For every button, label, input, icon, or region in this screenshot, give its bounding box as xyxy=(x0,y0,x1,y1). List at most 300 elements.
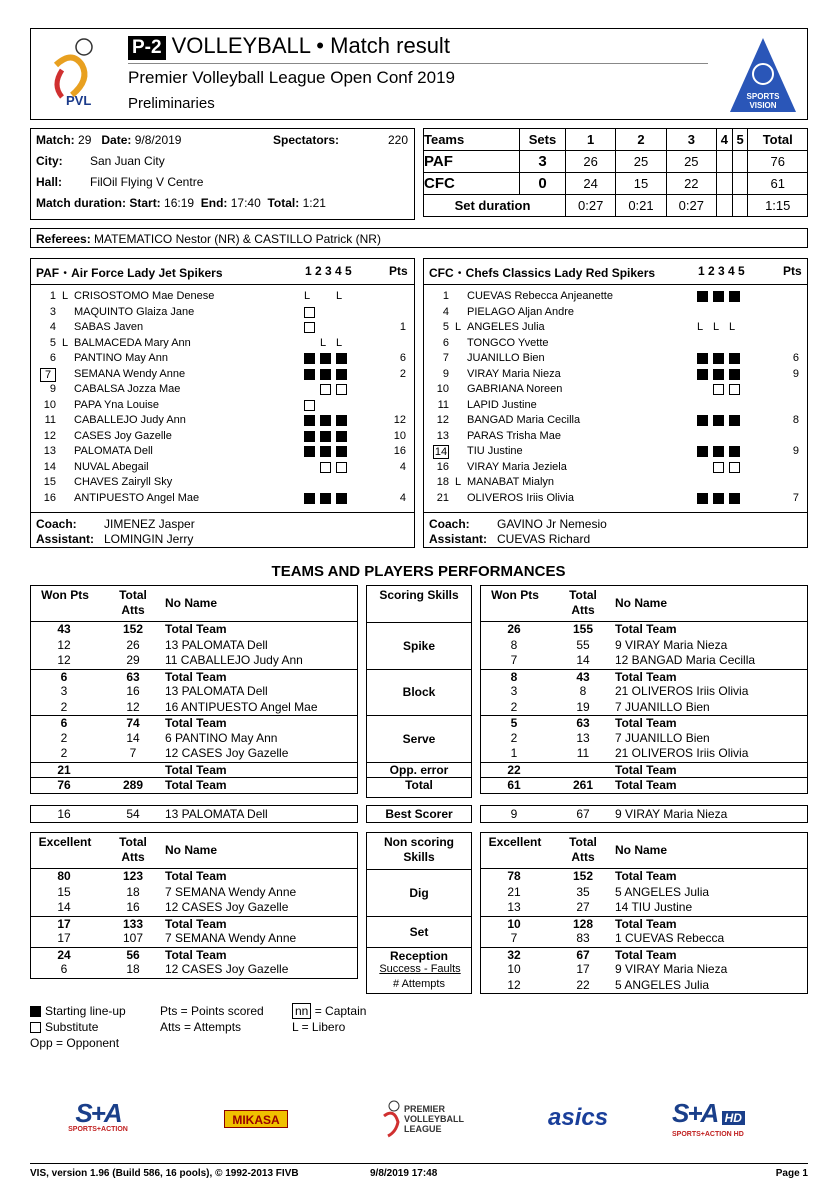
cell-won: 21 xyxy=(507,884,521,899)
pvl-logo-text: PVL xyxy=(66,93,92,108)
cell-atts: 22 xyxy=(576,977,590,992)
cell-name: 14 TIU Justine xyxy=(615,900,693,914)
col-header: Excellent xyxy=(488,835,542,849)
player-number: 15 xyxy=(43,476,56,488)
substitute-square-icon xyxy=(320,384,331,395)
starting-square-icon xyxy=(336,353,347,364)
best-scorer-row xyxy=(480,805,808,823)
sportsvision-logo-text: SPORTS VISION xyxy=(746,92,780,110)
table-row xyxy=(481,638,807,654)
legend-captain: nn = Captain xyxy=(292,1004,366,1018)
col-header: No Name xyxy=(165,596,218,610)
footer xyxy=(30,1163,808,1179)
cell-name: Total Team xyxy=(165,916,227,931)
player-number: 14 xyxy=(43,460,56,473)
table-row xyxy=(481,962,807,978)
substitute-square-icon xyxy=(304,322,315,333)
cell-won: 9 xyxy=(510,807,518,821)
cell-name: 1 CUEVAS Rebecca xyxy=(615,931,725,945)
player-name: PIELAGO Aljan Andre xyxy=(467,305,575,318)
cell-name: Total Team xyxy=(615,947,677,962)
starting-square-icon xyxy=(713,353,724,364)
starting-square-icon xyxy=(729,353,740,364)
cell-name: Total Team xyxy=(165,947,227,962)
cell-atts: 74 xyxy=(126,716,140,730)
player-name: ANGELES Julia xyxy=(467,321,545,333)
cell-atts: 29 xyxy=(126,653,140,667)
player-points: 16 xyxy=(393,445,406,457)
cell-atts: 56 xyxy=(126,947,140,962)
libero-mark: L xyxy=(713,321,720,333)
player-name: CABALLEJO Judy Ann xyxy=(74,414,186,426)
cell-name: 13 PALOMATA Dell xyxy=(165,807,268,821)
player-number: 4 xyxy=(442,305,449,318)
starting-square-icon xyxy=(697,369,708,380)
player-name: JUANILLO Bien xyxy=(467,352,545,364)
col-header: No Name xyxy=(615,843,668,857)
paf-sets-header: 1 2 3 4 5 xyxy=(305,264,352,278)
score-header-row: Teams Sets 1 2 3 4 5 Total xyxy=(424,129,808,151)
perf-table xyxy=(480,585,808,794)
duration-line: Match duration: Start: 16:19 End: 17:40 Total: 1:21 xyxy=(36,196,326,210)
player-number: 5 xyxy=(49,336,56,349)
cell-atts: 13 xyxy=(576,730,590,745)
best-scorer-row xyxy=(30,805,358,823)
cell-won: 80 xyxy=(57,869,71,883)
legend-start: Starting line-up xyxy=(30,1004,126,1018)
table-row xyxy=(481,669,807,685)
table-row xyxy=(31,746,357,762)
paf-coach-rule xyxy=(30,512,415,513)
city-value: San Juan City xyxy=(90,154,165,168)
cell-name: Total Team xyxy=(615,762,677,777)
skill-column xyxy=(366,585,472,798)
player-points: 2 xyxy=(399,367,406,380)
cell-atts: 14 xyxy=(576,653,590,667)
footer-version: VIS, version 1.96 (Build 586, 16 pools), © 1992-2013 FIVB xyxy=(30,1168,299,1179)
table-row xyxy=(481,653,807,669)
cell-name: Total Team xyxy=(615,869,677,883)
libero-mark: L xyxy=(729,321,736,333)
table-row xyxy=(481,700,807,716)
table-row xyxy=(481,622,807,638)
table-row xyxy=(31,731,357,747)
cell-atts: 27 xyxy=(576,900,590,914)
cell-won: 17 xyxy=(57,916,71,931)
starting-square-icon xyxy=(336,415,347,426)
player-number: 5 xyxy=(442,321,449,333)
sportsvision-logo xyxy=(728,36,798,116)
cell-atts: 67 xyxy=(576,947,590,962)
cell-won: 2 xyxy=(60,699,68,714)
player-points: 10 xyxy=(393,429,406,442)
starting-square-icon xyxy=(697,353,708,364)
table-row xyxy=(31,885,357,901)
cell-won: 16 xyxy=(57,807,71,821)
table-row xyxy=(481,777,807,793)
cell-atts: 128 xyxy=(572,916,594,931)
cell-name: 5 ANGELES Julia xyxy=(615,977,710,992)
libero-mark: L xyxy=(336,336,343,349)
player-number: 12 xyxy=(43,429,56,442)
player-number: 9 xyxy=(442,367,449,380)
cell-won: 1 xyxy=(510,746,518,760)
table-row xyxy=(481,947,807,963)
libero-flag: L xyxy=(455,321,462,333)
cell-name: 11 CABALLEJO Judy Ann xyxy=(165,653,303,667)
cell-won: 8 xyxy=(510,637,518,652)
cell-won: 43 xyxy=(57,622,71,636)
cell-won: 24 xyxy=(57,947,71,962)
cell-won: 17 xyxy=(57,931,71,945)
starting-square-icon xyxy=(336,431,347,442)
player-number: 7 xyxy=(40,368,56,382)
player-number: 3 xyxy=(49,305,56,318)
cfc-pts-header: Pts xyxy=(783,264,802,278)
cell-won: 12 xyxy=(507,977,521,992)
paf-team-title: PAF・Air Force Lady Jet Spikers xyxy=(36,266,223,280)
starting-square-icon xyxy=(304,353,315,364)
competition-name: Premier Volleyball League Open Conf 2019 xyxy=(128,68,455,87)
spectators-label: Spectators: xyxy=(273,133,340,147)
cell-name: 13 PALOMATA Dell xyxy=(165,684,268,698)
cfc-team-title: CFC・Chefs Classics Lady Red Spikers xyxy=(429,266,656,280)
skill-column xyxy=(366,832,472,994)
player-number: 10 xyxy=(436,383,449,395)
player-name: PARAS Trisha Mae xyxy=(467,429,561,442)
player-points: 9 xyxy=(792,445,799,457)
starting-square-icon xyxy=(697,446,708,457)
cell-atts: 7 xyxy=(129,746,137,760)
table-row xyxy=(31,962,357,978)
city-line: City: xyxy=(36,154,63,168)
table-row xyxy=(481,684,807,700)
starting-square-icon xyxy=(320,353,331,364)
table-row xyxy=(481,931,807,947)
player-name: CUEVAS Rebecca Anjeanette xyxy=(467,290,613,302)
player-name: PALOMATA Dell xyxy=(74,445,153,457)
starting-square-icon xyxy=(697,493,708,504)
player-number: 16 xyxy=(436,460,449,473)
cell-name: Total Team xyxy=(165,762,227,777)
player-number: 13 xyxy=(43,445,56,457)
player-name: BANGAD Maria Cecilla xyxy=(467,414,581,426)
col-header: No Name xyxy=(165,843,218,857)
table-row xyxy=(481,916,807,932)
player-name: PANTINO May Ann xyxy=(74,352,168,364)
table-row xyxy=(481,762,807,778)
footer-page: Page 1 xyxy=(775,1168,808,1179)
skill-label: Reception xyxy=(367,947,471,995)
paf-coach: Coach: xyxy=(36,517,77,531)
player-name: CASES Joy Gazelle xyxy=(74,429,172,442)
player-number: 4 xyxy=(49,321,56,333)
cell-name: 6 PANTINO May Ann xyxy=(165,730,278,745)
col-header: Total Atts xyxy=(569,588,597,617)
cell-name: Total Team xyxy=(615,716,677,730)
player-number: 6 xyxy=(442,336,449,349)
perf-table-body xyxy=(481,622,807,793)
cell-won: 2 xyxy=(510,699,518,714)
cell-won: 6 xyxy=(60,716,68,730)
table-row xyxy=(481,746,807,762)
player-name: CRISOSTOMO Mae Denese xyxy=(74,290,215,302)
cell-atts: 261 xyxy=(572,778,594,792)
cell-atts: 12 xyxy=(126,699,140,714)
table-row xyxy=(31,916,357,932)
cell-atts: 43 xyxy=(576,669,590,684)
substitute-square-icon xyxy=(729,384,740,395)
cfc-assistant: Assistant: xyxy=(429,532,488,546)
cell-name: Total Team xyxy=(615,916,677,931)
cell-atts: 289 xyxy=(122,778,144,792)
cell-won: 12 xyxy=(57,653,71,667)
player-points: 1 xyxy=(399,321,406,333)
player-name: GABRIANA Noreen xyxy=(467,383,563,395)
cell-name: 9 VIRAY Maria Nieza xyxy=(615,637,728,652)
cell-won: 22 xyxy=(507,762,521,777)
cell-name: 12 CASES Joy Gazelle xyxy=(165,746,289,760)
cell-name: 7 JUANILLO Bien xyxy=(615,699,710,714)
perf-table-header xyxy=(481,833,807,869)
perf-table xyxy=(30,832,358,979)
cell-atts: 155 xyxy=(572,622,594,636)
skill-label: Spike xyxy=(367,622,471,669)
col-header: Won Pts xyxy=(41,588,89,602)
cell-won: 6 xyxy=(60,962,68,976)
libero-flag: L xyxy=(62,336,69,349)
col-header: Total Atts xyxy=(119,588,147,617)
player-points: 8 xyxy=(792,414,799,426)
cell-atts: 19 xyxy=(576,699,590,714)
title-rule xyxy=(128,63,708,64)
cell-won: 12 xyxy=(57,637,71,652)
starting-square-icon xyxy=(729,446,740,457)
starting-square-icon xyxy=(729,493,740,504)
player-points: 7 xyxy=(792,491,799,504)
libero-mark: L xyxy=(336,290,343,302)
cell-won: 8 xyxy=(510,669,518,684)
skill-header: Non scoring Skills xyxy=(383,835,454,864)
perf-table xyxy=(480,832,808,994)
starting-square-icon xyxy=(30,1006,41,1017)
libero-mark: L xyxy=(320,336,327,349)
cell-name: 7 SEMANA Wendy Anne xyxy=(165,884,297,899)
substitute-square-icon xyxy=(304,307,315,318)
col-header: No Name xyxy=(615,596,668,610)
cell-atts: 17 xyxy=(576,962,590,976)
cell-won: 10 xyxy=(507,916,521,931)
starting-square-icon xyxy=(697,291,708,302)
cell-won: 10 xyxy=(507,962,521,976)
player-name: SABAS Javen xyxy=(74,321,144,333)
cell-won: 7 xyxy=(510,931,518,945)
player-points: 9 xyxy=(792,367,799,380)
player-number: 14 xyxy=(434,446,448,458)
player-name: PAPA Yna Louise xyxy=(74,398,160,411)
cfc-title-rule xyxy=(423,284,808,285)
perf-table-body xyxy=(31,622,357,793)
player-points: 6 xyxy=(399,352,406,364)
perf-table-header xyxy=(31,833,357,869)
libero-flag: L xyxy=(455,476,462,488)
footer-date: 9/8/2019 17:48 xyxy=(370,1168,438,1179)
pvl-small-logo-icon xyxy=(380,1100,402,1138)
starting-square-icon xyxy=(336,446,347,457)
cell-won: 61 xyxy=(507,778,521,792)
cell-name: 16 ANTIPUESTO Angel Mae xyxy=(165,699,318,714)
substitute-square-icon xyxy=(336,384,347,395)
cell-won: 5 xyxy=(510,716,518,730)
cell-name: 12 BANGAD Maria Cecilla xyxy=(615,653,756,667)
substitute-square-icon xyxy=(713,384,724,395)
cell-name: Total Team xyxy=(165,669,227,684)
player-number: 18 xyxy=(436,476,449,488)
cell-atts: 54 xyxy=(126,807,140,821)
player-name: CABALSA Jozza Mae xyxy=(74,383,181,395)
perf-table-body xyxy=(31,869,357,978)
libero-mark: L xyxy=(697,321,704,333)
legend-pts: Pts = Points scored xyxy=(160,1004,264,1018)
starting-square-icon xyxy=(304,446,315,457)
player-name: VIRAY Maria Nieza xyxy=(467,367,561,380)
paf-pts-header: Pts xyxy=(389,264,408,278)
cfc-assistant-name: CUEVAS Richard xyxy=(497,532,591,546)
cell-won: 2 xyxy=(60,730,68,745)
phase-name: Preliminaries xyxy=(128,95,215,112)
libero-flag: L xyxy=(62,290,69,302)
substitute-square-icon xyxy=(336,462,347,473)
cell-name: 12 CASES Joy Gazelle xyxy=(165,900,289,914)
player-name: MAQUINTO Glaiza Jane xyxy=(74,305,195,318)
cell-atts: 16 xyxy=(126,684,140,698)
player-name: NUVAL Abegail xyxy=(74,460,149,473)
cell-atts: 18 xyxy=(126,962,140,976)
cell-name: 5 ANGELES Julia xyxy=(615,884,710,899)
cell-name: 9 VIRAY Maria Nieza xyxy=(615,962,728,976)
cell-won: 7 xyxy=(510,653,518,667)
starting-square-icon xyxy=(729,415,740,426)
cell-name: 7 JUANILLO Bien xyxy=(615,730,710,745)
cell-atts: 16 xyxy=(126,900,140,914)
cell-won: 3 xyxy=(60,684,68,698)
cell-atts: 11 xyxy=(576,746,590,760)
cell-atts: 14 xyxy=(126,730,140,745)
cell-won: 14 xyxy=(57,900,71,914)
substitute-square-icon xyxy=(30,1022,41,1033)
cell-won: 15 xyxy=(57,884,71,899)
skill-label: Total xyxy=(367,777,471,793)
cell-won: 6 xyxy=(60,669,68,684)
player-name: MANABAT Mialyn xyxy=(467,476,555,488)
table-row xyxy=(481,900,807,916)
cell-atts: 55 xyxy=(576,637,590,652)
cfc-sets-header: 1 2 3 4 5 xyxy=(698,264,745,278)
starting-square-icon xyxy=(697,415,708,426)
cell-name: 21 OLIVEROS Iriis Olivia xyxy=(615,746,749,760)
cfc-coach-name: GAVINO Jr Nemesio xyxy=(497,517,607,531)
perf-table-header xyxy=(31,586,357,622)
pvl-logo xyxy=(42,35,112,115)
cell-atts: 133 xyxy=(122,916,144,931)
substitute-square-icon xyxy=(713,462,724,473)
cell-won: 2 xyxy=(510,730,518,745)
hall-value: FilOil Flying V Centre xyxy=(90,175,204,189)
cell-won: 21 xyxy=(57,762,71,777)
table-row xyxy=(31,715,357,731)
cell-won: 78 xyxy=(507,869,521,883)
player-name: TIU Justine xyxy=(467,445,523,457)
table-row xyxy=(31,762,357,778)
starting-square-icon xyxy=(304,493,315,504)
cell-name: Total Team xyxy=(615,622,677,636)
starting-square-icon xyxy=(713,291,724,302)
starting-square-icon xyxy=(304,369,315,380)
skill-label: Dig xyxy=(367,869,471,916)
starting-square-icon xyxy=(320,415,331,426)
starting-square-icon xyxy=(336,493,347,504)
player-name: LAPID Justine xyxy=(467,398,537,411)
starting-square-icon xyxy=(320,431,331,442)
cell-name: 21 OLIVEROS Iriis Olivia xyxy=(615,684,749,698)
table-row xyxy=(481,715,807,731)
table-row xyxy=(31,669,357,685)
cell-atts: 8 xyxy=(579,684,587,698)
legend-atts: Atts = Attempts xyxy=(160,1020,242,1034)
sponsor-asics: asics xyxy=(548,1104,609,1131)
player-number: 21 xyxy=(436,491,449,504)
cell-won: 26 xyxy=(507,622,521,636)
cfc-coach: Coach: xyxy=(429,517,470,531)
perf-table-header xyxy=(481,586,807,622)
set-duration-row: Set duration 0:27 0:21 0:27 1:15 xyxy=(424,195,808,217)
score-row-paf: PAF 3 26 25 25 76 xyxy=(424,151,808,173)
col-header: Total Atts xyxy=(119,835,147,864)
skill-header: Scoring Skills xyxy=(379,588,459,602)
starting-square-icon xyxy=(729,291,740,302)
col-header: Won Pts xyxy=(491,588,539,602)
perf-table xyxy=(30,585,358,794)
hall-line: Hall: xyxy=(36,175,63,189)
table-row xyxy=(481,885,807,901)
starting-square-icon xyxy=(713,415,724,426)
cell-atts: 152 xyxy=(122,622,144,636)
starting-square-icon xyxy=(336,369,347,380)
score-table xyxy=(423,128,808,217)
player-number: 13 xyxy=(436,429,449,442)
cell-name: 13 PALOMATA Dell xyxy=(165,637,268,652)
cell-atts: 107 xyxy=(122,931,144,945)
player-name: TONGCO Yvette xyxy=(467,336,549,349)
match-line: Match: 29 Date: 9/8/2019 xyxy=(36,133,182,147)
cell-name: Total Team xyxy=(615,778,677,792)
player-points: 4 xyxy=(399,491,406,504)
cell-name: 12 CASES Joy Gazelle xyxy=(165,962,289,976)
table-row xyxy=(31,777,357,793)
cell-name: 7 SEMANA Wendy Anne xyxy=(165,931,297,945)
page-title: P-2 VOLLEYBALL • Match result xyxy=(128,33,450,60)
cell-name: Total Team xyxy=(165,622,227,636)
legend-libero: L = Libero xyxy=(292,1020,346,1034)
table-row xyxy=(31,900,357,916)
player-number: 11 xyxy=(44,414,56,426)
col-header: Excellent xyxy=(38,835,92,849)
substitute-square-icon xyxy=(320,462,331,473)
referees-line: Referees: MATEMATICO Nestor (NR) & CASTILLO Patrick (NR) xyxy=(36,232,381,246)
sponsor-mikasa: MIKASA xyxy=(224,1110,288,1128)
skill-label: Opp. error xyxy=(367,762,471,778)
table-row xyxy=(31,684,357,700)
